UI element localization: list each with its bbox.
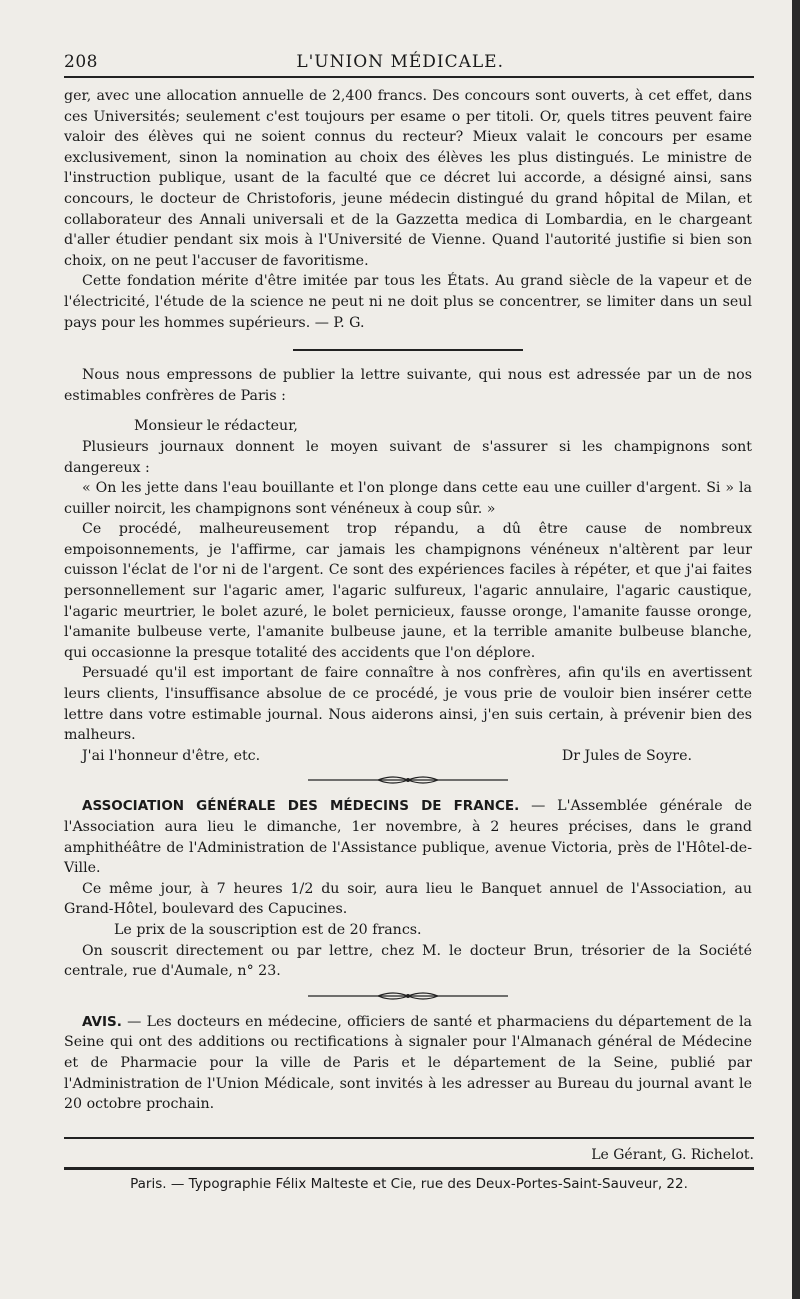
paragraph: Ce procédé, malheureusement trop répandu, a dû être cause de nombreux empoisonnements, je l'affirme, car jamais les champignons vénéneux n'altèrent par leur cuisson l'éclat de l'or ni de l'argent. Ce sont des expériences faciles à répéter, et que j'ai faites personnellement sur l'agaric amer, l'agaric sulfureux, l'agaric annulaire, l'agaric caustique, l'agaric meurtrier, le bolet azuré, le bolet pernicieux, fausse oronge, l'amanite fausse oronge, l'amanite bulbeuse verte, l'amanite bulbeuse jaune, et la terrible amanite bulbeuse blanche, qui occasionne la presque totalité des accidents que l'on déplore. — [64, 521, 752, 661]
paragraph: ger, avec une allocation annuelle de 2,400 francs. Des concours sont ouverts, à cet effet, dans ces Universités; seulement c'est toujours per esame o per titoli. Or, quels titres peuvent faire valoir des élèves qui ne soient connus du recteur? Mieux valait le concours per esame exclusivement, sinon la nomination au choix des élèves les plus distingués. Le ministre de l'instruction publique, usant de la faculté que ce décret lui accorde, a désigné ainsi, sans concours, le docteur de Christoforis, jeune médecin distingué du grand hôpital de Milan, et collaborateur des Annali universali et de la Gazzetta medica di Lombardia, en le chargeant d'aller étudier pendant six mois à l'Université de Vienne. Quand l'autorité justifie si bien son choix, on ne peut l'accuser de favoritisme. — [64, 88, 752, 269]
section-divider — [293, 349, 523, 351]
paragraph: Le prix de la souscription est de 20 francs. — [114, 921, 422, 938]
avis-notice — [64, 1012, 752, 1115]
footer-rule — [64, 1167, 754, 1170]
paragraph: Cette fondation mérite d'être imitée par tous les États. Au grand siècle de la vapeur et de l'électricité, l'étude de la science ne peut ni ne doit plus se concentrer, se limiter dans un seul pays pour les hommes supérieurs. — P. G. — [64, 273, 752, 331]
letter-intro: Nous nous empressons de publier la lettre suivante, qui nous est adressée par un de nos estimables confrères de Paris : — [64, 367, 752, 404]
gerant-line: Le Gérant, G. Richelot. — [591, 1146, 754, 1163]
footer-rule — [64, 1137, 754, 1139]
page-number: 208 — [64, 52, 98, 72]
avis-heading: AVIS. — [82, 1013, 122, 1030]
page-edge — [792, 0, 800, 1299]
association-text: — L'Assemblée générale de l'Association aura lieu le dimanche, 1er novembre, à 2 heures précises, dans le grand amphithéâtre de l'Administration de l'Assistance publique, avenue Victoria, près de l'Hôtel-de-Ville. — [64, 798, 753, 877]
avis-text: — Les docteurs en médecine, officiers de santé et pharmaciens du département de la Seine qui ont des additions ou rectifications à signaler pour l'Almanach général de Médecine et de Pharmacie pour la ville de Paris et le département de la Seine, publié par l'Administration de l'Union Médicale, sont invités à les adresser au Bureau du journal avant le 20 octobre prochain. — [64, 1013, 752, 1113]
quote: « On les jette dans l'eau bouillante et l'on plonge dans cette eau une cuiller d'argent. Si » la cuiller noircit, les champignons sont vénéneux à coup sûr. » — [64, 480, 752, 517]
paragraph: Plusieurs journaux donnent le moyen suivant de s'assurer si les champignons sont dangereux : — [64, 438, 752, 476]
paragraph: Persuadé qu'il est important de faire connaître à nos confrères, afin qu'ils en avertissent leurs clients, l'insuffisance absolue de ce procédé, je vous prie de vouloir bien insérer cette lettre dans votre estimable journal. Nous aiderons ainsi, j'en suis certain, à prévenir bien des malheurs. — [64, 665, 752, 744]
association-notice — [64, 796, 752, 878]
ornament-divider — [298, 772, 518, 788]
paragraph: Ce même jour, à 7 heures 1/2 du soir, aura lieu le Banquet annuel de l'Association, au Grand-Hôtel, boulevard des Capucines. — [64, 880, 752, 918]
letter-signoff — [64, 746, 752, 767]
journal-title: L'UNION MÉDICALE. — [296, 52, 504, 72]
ornament-divider — [298, 988, 518, 1004]
signature: Dr Jules de Soyre. — [561, 747, 692, 764]
imprint-line: Paris. — Typographie Félix Malteste et Cie, rue des Deux-Portes-Saint-Sauveur, 22. — [130, 1175, 688, 1192]
closing: J'ai l'honneur d'être, etc. — [82, 747, 261, 764]
paragraph: On souscrit directement ou par lettre, chez M. le docteur Brun, trésorier de la Société centrale, rue d'Aumale, n° 23. — [64, 942, 752, 980]
page-header — [64, 52, 754, 78]
letter-salutation: Monsieur le rédacteur, — [134, 418, 298, 435]
association-heading: ASSOCIATION GÉNÉRALE DES MÉDECINS DE FRANCE. — [82, 798, 520, 815]
